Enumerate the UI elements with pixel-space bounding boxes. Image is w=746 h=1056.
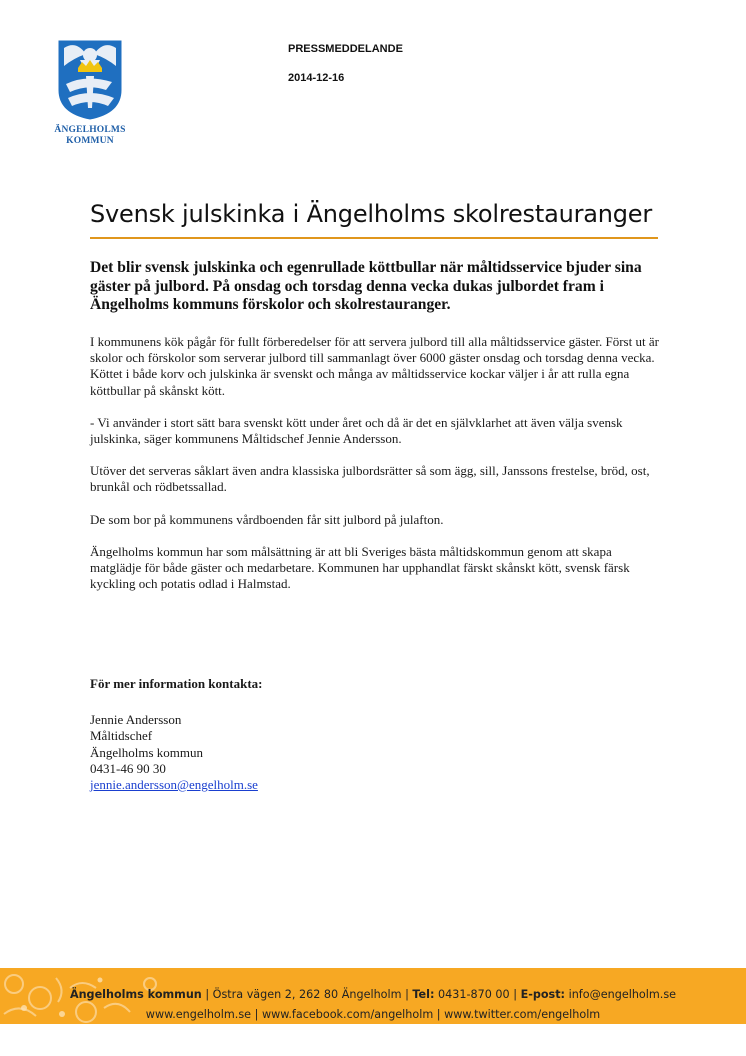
logo-text-line2: KOMMUN xyxy=(66,136,114,146)
press-release-date: 2014-12-16 xyxy=(288,72,345,84)
footer-tel-label: Tel: xyxy=(412,988,435,1001)
body-paragraph-1: I kommunens kök pågår för fullt förberedelser för att servera julbord till alla måltidsservice gäster. Först ut är skolor och förskolor som serverar julbord till sammanlagt över 6000 gäster onsdag och torsdag denna vecka. Köttet i både korv och julskinka är svenskt och många av måltidsservice kockar väljer i år att rulla egna köttbullar på skånskt kött. xyxy=(90,334,659,398)
contact-heading: För mer information kontakta: xyxy=(90,676,263,691)
footer-sep-3: | xyxy=(509,988,521,1001)
footer-email-label: E-post: xyxy=(520,988,566,1001)
coat-of-arms-icon xyxy=(56,38,124,122)
contact-email-link[interactable]: jennie.andersson@engelholm.se xyxy=(90,777,258,793)
article-body xyxy=(90,334,660,608)
contact-phone: 0431-46 90 30 xyxy=(90,760,166,776)
footer-sep-1: | xyxy=(201,988,213,1001)
body-paragraph-2: - Vi använder i stort sätt bara svenskt kött under året och då är det en självklarhet att även välja svensk julskinka, säger kommunens Måltidschef Jennie Andersson. xyxy=(90,414,623,447)
body-paragraph-5: Ängelholms kommun har som målsättning är att bli Sveriges bästa måltidskommun genom att skapa matglädje för både gäster och medarbetare. Kommunen har upphandlat färskt skånskt kött, svensk färsk kyckling och potatis odlad i Halmstad. xyxy=(90,543,630,592)
footer-bar xyxy=(0,968,746,1024)
footer-sep-4: | xyxy=(251,1008,262,1021)
footer-sep-5: | xyxy=(433,1008,445,1021)
footer-address: Östra vägen 2, 262 80 Ängelholm xyxy=(212,988,402,1001)
footer-web-link[interactable]: www.engelholm.se xyxy=(145,1008,252,1021)
contact-block xyxy=(90,676,490,793)
municipality-logo xyxy=(52,38,128,147)
contact-name: Jennie Andersson xyxy=(90,712,182,728)
footer-facebook-link[interactable]: www.facebook.com/angelholm xyxy=(261,1008,434,1021)
contact-title: Måltidschef xyxy=(90,728,153,744)
body-paragraph-4: De som bor på kommunens vårdboenden får sitt julbord på julafton. xyxy=(90,511,444,527)
footer-twitter-link[interactable]: www.twitter.com/engelholm xyxy=(444,1008,601,1021)
headline-divider xyxy=(90,237,658,239)
article-headline: Svensk julskinka i Ängelholms skolrestauranger xyxy=(90,200,653,228)
footer-sep-2: | xyxy=(401,988,413,1001)
contact-organization: Ängelholms kommun xyxy=(90,744,204,760)
body-paragraph-3: Utöver det serveras såklart även andra klassiska julbordsrätter så som ägg, sill, Janssons frestelse, bröd, ost, brunkål och rödbetssallad. xyxy=(90,463,650,495)
footer-org: Ängelholms kommun xyxy=(69,988,202,1001)
press-release-label: PRESSMEDDELANDE xyxy=(288,43,403,55)
footer-line-web xyxy=(0,1008,746,1021)
footer-email[interactable]: info@engelholm.se xyxy=(568,988,677,1001)
footer-tel: 0431-870 00 xyxy=(438,988,510,1001)
article-lead: Det blir svensk julskinka och egenrullade köttbullar när måltidsservice bjuder sina gäster på julbord. På onsdag och torsdag denna vecka dukas julbordet fram i Ängelholms kommuns förskolor och skolrestauranger. xyxy=(90,259,642,313)
logo-text-line1: ÄNGELHOLMS xyxy=(54,125,126,135)
footer-line-contact xyxy=(0,988,746,1001)
